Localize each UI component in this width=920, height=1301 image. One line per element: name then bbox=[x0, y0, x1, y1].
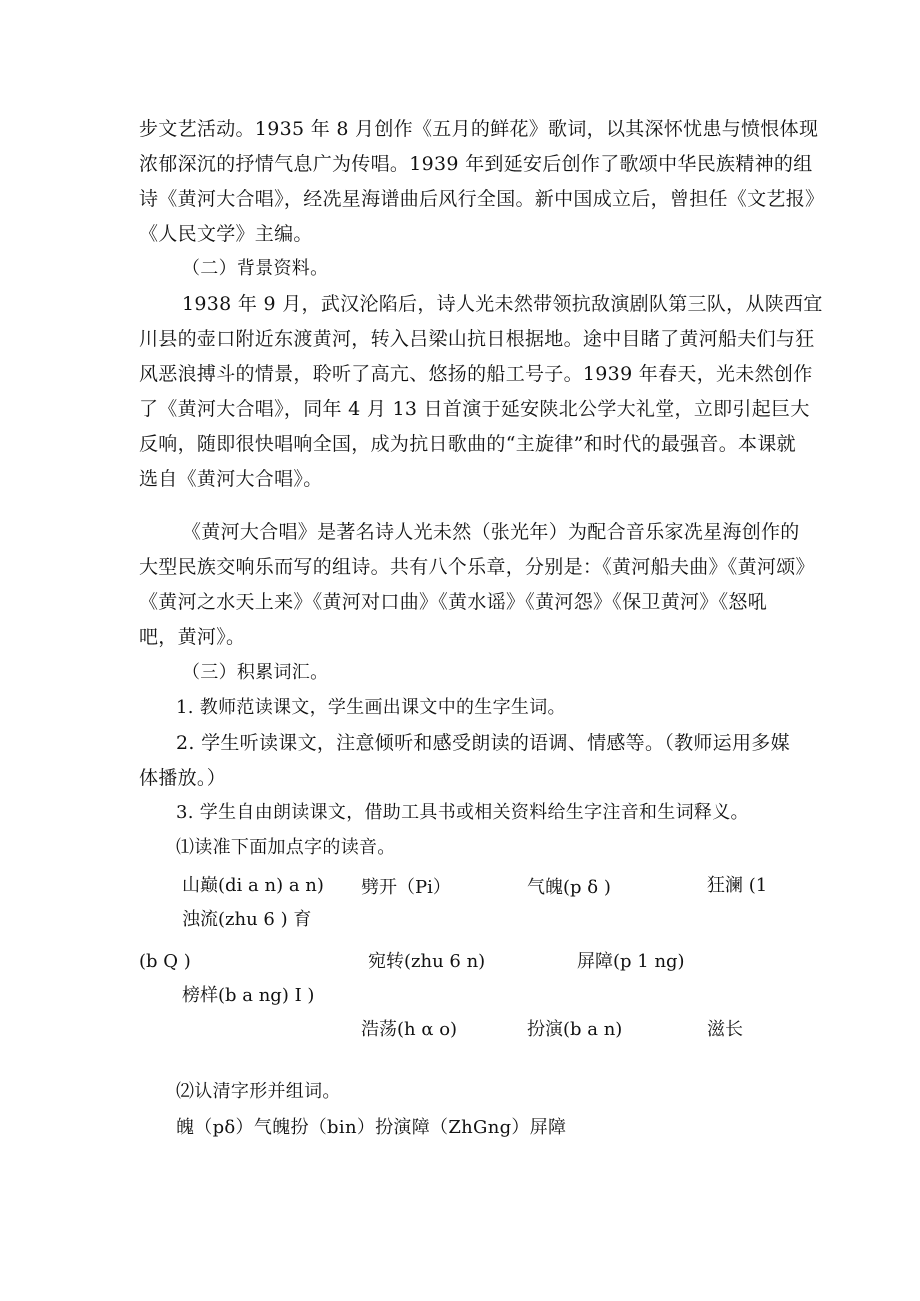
pinyin-item: 扮演(b a n) bbox=[527, 1019, 623, 1040]
sub-item-2: ⑵认清字形并组词。 bbox=[176, 1081, 341, 1102]
intro-line-1: 步文艺活动。1935 年 8 月创作《五月的鲜花》歌词，以其深怀忧患与愤恨体现 bbox=[139, 118, 819, 140]
pinyin-item: 浩荡(h α o) bbox=[361, 1019, 458, 1040]
suite-line-4: 吧，黄河》。 bbox=[139, 626, 246, 648]
pinyin-item: 山巅(di a n) a n) bbox=[182, 875, 324, 896]
pinyin-item: 狂澜 (1 bbox=[707, 875, 768, 896]
heading-vocabulary: （三）积累词汇。 bbox=[182, 662, 329, 683]
pinyin-item: 榜样(b a ng) I ) bbox=[182, 985, 315, 1006]
pinyin-item: 屏障(p 1 ng) bbox=[577, 951, 685, 972]
sub-item-1: ⑴读准下面加点字的读音。 bbox=[176, 837, 396, 858]
suite-line-3: 《黄河之水天上来》《黄河对口曲》《黄水谣》《黄河怨》《保卫黄河》《怒吼 bbox=[139, 591, 768, 613]
background-line-4: 了《黄河大合唱》，同年 4 月 13 日首演于延安陕北公学大礼堂，立即引起巨大 bbox=[139, 398, 810, 420]
intro-line-4: 《人民文学》主编。 bbox=[139, 223, 313, 245]
suite-line-2: 大型民族交响乐而写的组诗。共有八个乐章，分别是：《黄河船夫曲》《黄河颂》 bbox=[139, 556, 815, 578]
pinyin-item: 浊流(zhu 6 ) 育 bbox=[182, 909, 312, 930]
background-line-1: 1938 年 9 月，武汉沦陷后，诗人光未然带领抗敌演剧队第三队，从陕西宜 bbox=[182, 293, 823, 315]
heading-background: （二）背景资料。 bbox=[182, 258, 329, 279]
pinyin-item: 滋长 bbox=[707, 1019, 743, 1040]
step-3: 3. 学生自由朗读课文，借助工具书或相关资料给生字注音和生词释义。 bbox=[176, 802, 749, 823]
intro-line-2: 浓郁深沉的抒情气息广为传唱。1939 年到延安后创作了歌颂中华民族精神的组 bbox=[139, 153, 813, 175]
step-2-line-2: 体播放。） bbox=[139, 767, 227, 789]
glyph-compare-line: 魄（pδ）气魄扮（bin）扮演障（ZhGng）屏障 bbox=[176, 1117, 567, 1138]
step-1: 1. 教师范读课文，学生画出课文中的生字生词。 bbox=[176, 697, 566, 718]
background-line-3: 风恶浪搏斗的情景，聆听了高亢、悠扬的船工号子。1939 年春天，光未然创作 bbox=[139, 363, 813, 385]
background-line-2: 川县的壶口附近东渡黄河，转入吕梁山抗日根据地。途中目睹了黄河船夫们与狂 bbox=[139, 328, 815, 350]
intro-line-3: 诗《黄河大合唱》，经冼星海谱曲后风行全国。新中国成立后，曾担任《文艺报》 bbox=[139, 188, 825, 210]
step-2-line-1: 2. 学生听读课文，注意倾听和感受朗读的语调、情感等。（教师运用多媒 bbox=[176, 732, 790, 754]
suite-line-1: 《黄河大合唱》是著名诗人光未然（张光年）为配合音乐家冼星海创作的 bbox=[182, 521, 800, 543]
background-line-6: 选自《黄河大合唱》。 bbox=[139, 468, 323, 490]
pinyin-item: 宛转(zhu 6 n) bbox=[368, 951, 486, 972]
pinyin-item: 气魄(p δ ) bbox=[527, 877, 611, 898]
pinyin-item: (b Q ) bbox=[139, 951, 191, 972]
background-line-5: 反响，随即很快唱响全国，成为抗日歌曲的“主旋律”和时代的最强音。本课就 bbox=[139, 433, 796, 455]
pinyin-item: 劈开（Pi） bbox=[361, 877, 451, 898]
